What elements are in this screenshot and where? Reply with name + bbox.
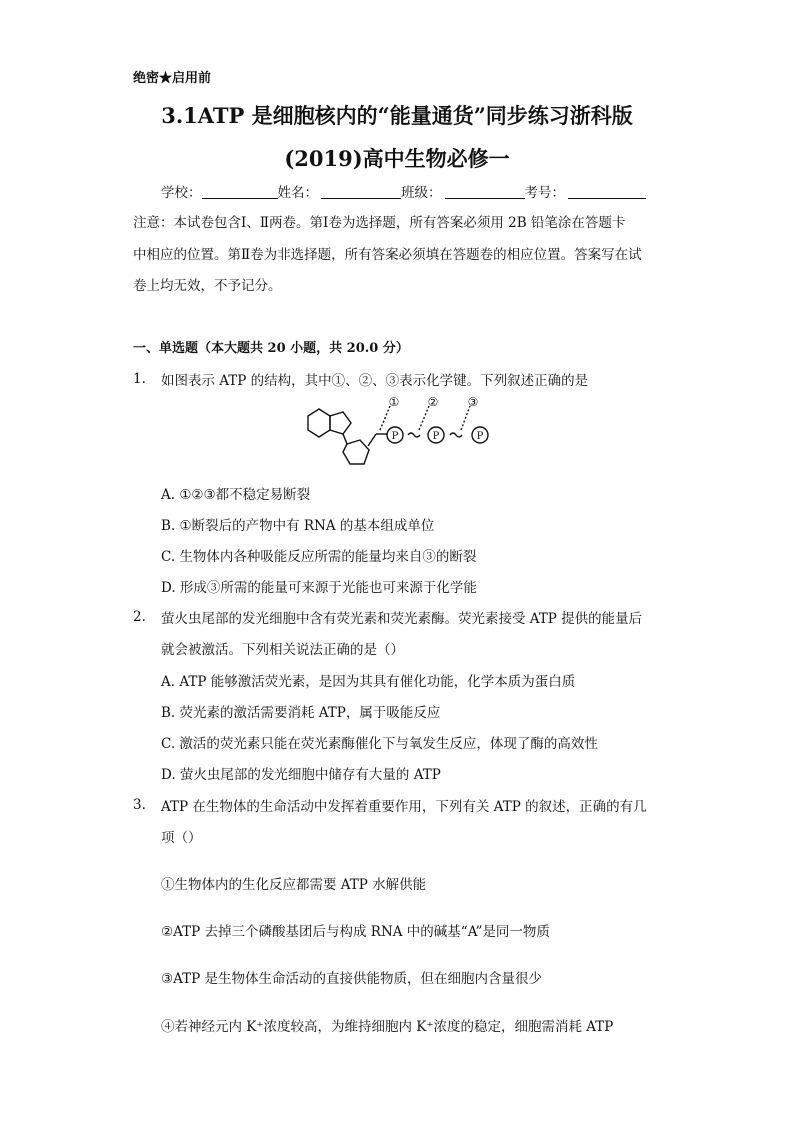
option-b[interactable]: B. 荧光素的激活需要消耗 ATP，属于吸能反应 — [161, 705, 441, 721]
school-blank[interactable] — [202, 184, 278, 199]
phosphate-label-3: P — [476, 431, 484, 442]
school-label: 学校： — [161, 185, 202, 201]
statement-4: ④若神经元内 K⁺浓度较高，为维持细胞内 K⁺浓度的稳定，细胞需消耗 ATP — [161, 1019, 614, 1035]
option-a[interactable]: A. ①②③都不稳定易断裂 — [161, 487, 311, 503]
section-title: 一、单选题（本大题共 20 小题，共 20.0 分） — [133, 341, 409, 356]
notice-line-2: 中相应的位置。第Ⅱ卷为非选择题，所有答案必须填在答题卷的相应位置。答案写在试 — [133, 247, 642, 263]
fused-pentagon-ring — [330, 412, 351, 434]
page-title-line-2: (2019)高中生物必修一 — [284, 146, 510, 171]
option-c[interactable]: C. 生物体内各种吸能反应所需的能量均来自③的断裂 — [161, 549, 477, 565]
bond-pointer-1 — [380, 406, 390, 430]
option-d[interactable]: D. 萤火虫尾部的发光细胞中储存有大量的 ATP — [161, 767, 441, 783]
notice-line-3: 卷上均无效，不予记分。 — [133, 278, 282, 294]
high-energy-bond-1 — [408, 433, 420, 437]
option-d[interactable]: D. 形成③所需的能量可来源于光能也可来源于化学能 — [161, 580, 477, 596]
statement-2: ②ATP 去掉三个磷酸基团后与构成 RNA 中的碱基“A”是同一物质 — [161, 924, 550, 940]
question-text-line-2: 项（） — [161, 830, 202, 846]
bond-label-3: ③ — [467, 395, 479, 409]
class-label: 班级： — [401, 185, 442, 201]
question-text-line-2: 就会被激活。下列相关说法正确的是（） — [161, 642, 404, 658]
question-number: 2. — [133, 609, 146, 625]
statement-1: ①生物体内的生化反应都需要 ATP 水解供能 — [161, 877, 427, 893]
exam-no-label: 考号： — [524, 185, 565, 201]
name-blank[interactable] — [321, 184, 401, 199]
hexagon-ring — [308, 409, 330, 437]
ribose-ring — [343, 440, 369, 464]
exam-no-blank[interactable] — [568, 184, 646, 199]
class-blank[interactable] — [445, 184, 525, 199]
bond-label-2: ② — [427, 395, 439, 409]
ribose-link — [368, 434, 376, 446]
student-info-row — [161, 181, 646, 201]
phosphate-label-2: P — [432, 431, 440, 442]
bond-label-1: ① — [388, 395, 400, 409]
page-title-line-1: 3.1ATP 是细胞核内的“能量通货”同步练习浙科版 — [161, 103, 633, 128]
bond-pointer-2 — [419, 406, 429, 430]
question-number: 1. — [133, 371, 146, 387]
confidential-label: 绝密★启用前 — [133, 71, 212, 86]
high-energy-bond-2 — [450, 433, 462, 437]
question-text: 如图表示 ATP 的结构，其中①、②、③表示化学键。下列叙述正确的是 — [161, 373, 589, 389]
glycosidic-bond — [343, 434, 347, 444]
atp-structure-diagram — [298, 390, 498, 475]
notice-line-1: 注意：本试卷包含Ⅰ、Ⅱ两卷。第Ⅰ卷为选择题，所有答案必须用 2B 铅笔涂在答题卡 — [133, 215, 626, 231]
name-label: 姓名： — [277, 185, 318, 201]
statement-3: ③ATP 是生物体生命活动的直接供能物质，但在细胞内含量很少 — [161, 971, 542, 987]
question-number: 3. — [133, 797, 146, 813]
option-c[interactable]: C. 激活的荧光素只能在荧光素酶催化下与氧发生反应，体现了酶的高效性 — [161, 736, 598, 752]
option-b[interactable]: B. ①断裂后的产物中有 RNA 的基本组成单位 — [161, 518, 435, 534]
option-a[interactable]: A. ATP 能够激活荧光素，是因为其具有催化功能，化学本质为蛋白质 — [161, 674, 576, 690]
phosphate-label-1: P — [391, 431, 399, 442]
question-text-line-1: 萤火虫尾部的发光细胞中含有荧光素和荧光素酶。荧光素接受 ATP 提供的能量后 — [161, 611, 643, 627]
question-text-line-1: ATP 在生物体的生命活动中发挥着重要作用，下列有关 ATP 的叙述，正确的有几 — [161, 799, 647, 815]
bond-pointer-3 — [461, 406, 470, 430]
